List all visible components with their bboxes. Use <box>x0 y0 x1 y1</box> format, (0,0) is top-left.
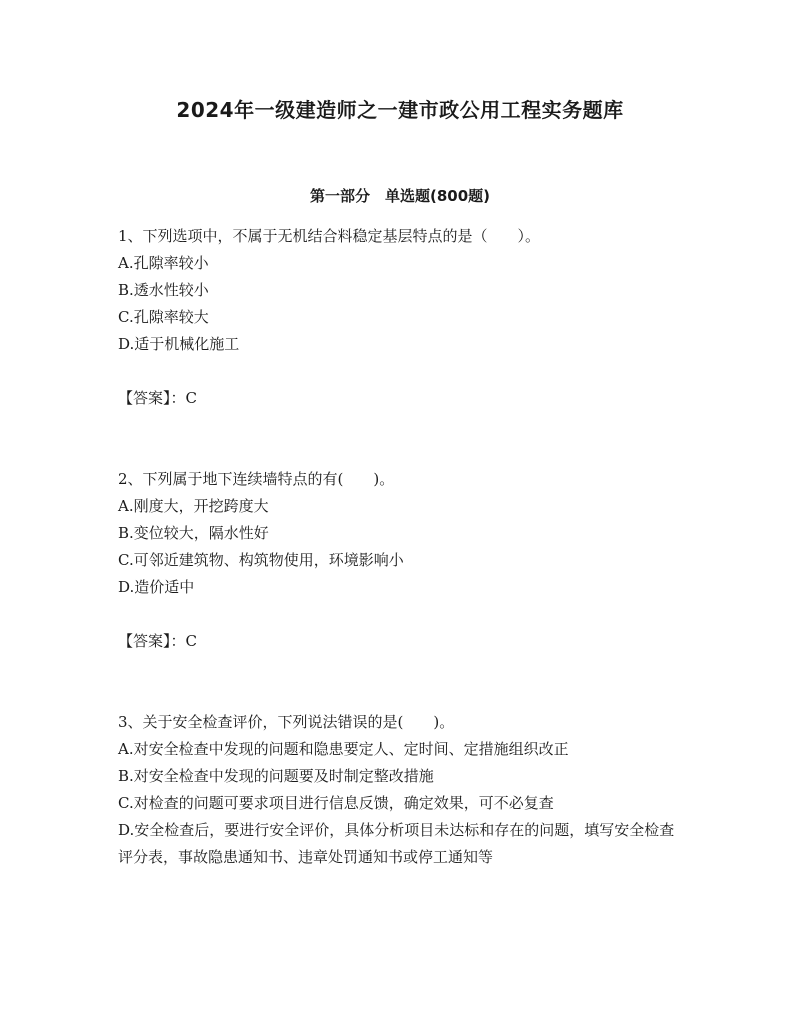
question-stem: 2、下列属于地下连续墙特点的有( )。 <box>118 470 395 488</box>
option-c: C.可邻近建筑物、构筑物使用，环境影响小 <box>118 551 404 569</box>
question-3 <box>118 709 678 871</box>
option-d: D.造价适中 <box>118 578 195 596</box>
question-spacer <box>118 655 678 709</box>
answer-label: 【答案】：C <box>118 632 197 650</box>
question-stem: 1、下列选项中，不属于无机结合料稳定基层特点的是（ ）。 <box>118 227 541 245</box>
option-a: A.刚度大，开挖跨度大 <box>118 497 269 515</box>
option-d: D.适于机械化施工 <box>118 335 240 353</box>
option-a: A.孔隙率较小 <box>118 254 209 272</box>
question-stem: 3、关于安全检查评价，下列说法错误的是( )。 <box>118 713 455 731</box>
section-title: 第一部分 单选题(800题) <box>309 187 491 205</box>
option-a: A.对安全检查中发现的问题和隐患要定人、定时间、定措施组织改正 <box>118 740 569 758</box>
question-list <box>118 223 678 871</box>
option-d: D.安全检查后，要进行安全评价，具体分析项目未达标和存在的问题，填写安全检查评分表，事故隐患通知书、违章处罚通知书或停工通知等 <box>118 821 675 866</box>
question-spacer <box>118 412 678 466</box>
option-b: B.透水性较小 <box>118 281 209 299</box>
question-1 <box>118 223 678 412</box>
option-b: B.对安全检查中发现的问题要及时制定整改措施 <box>118 767 434 785</box>
option-c: C.对检查的问题可要求项目进行信息反馈，确定效果，可不必复查 <box>118 794 554 812</box>
document-title: 2024年一级建造师之一建市政公用工程实务题库 <box>176 98 624 122</box>
option-b: B.变位较大，隔水性好 <box>118 524 269 542</box>
question-2 <box>118 466 678 655</box>
option-c: C.孔隙率较大 <box>118 308 209 326</box>
answer-label: 【答案】：C <box>118 389 197 407</box>
